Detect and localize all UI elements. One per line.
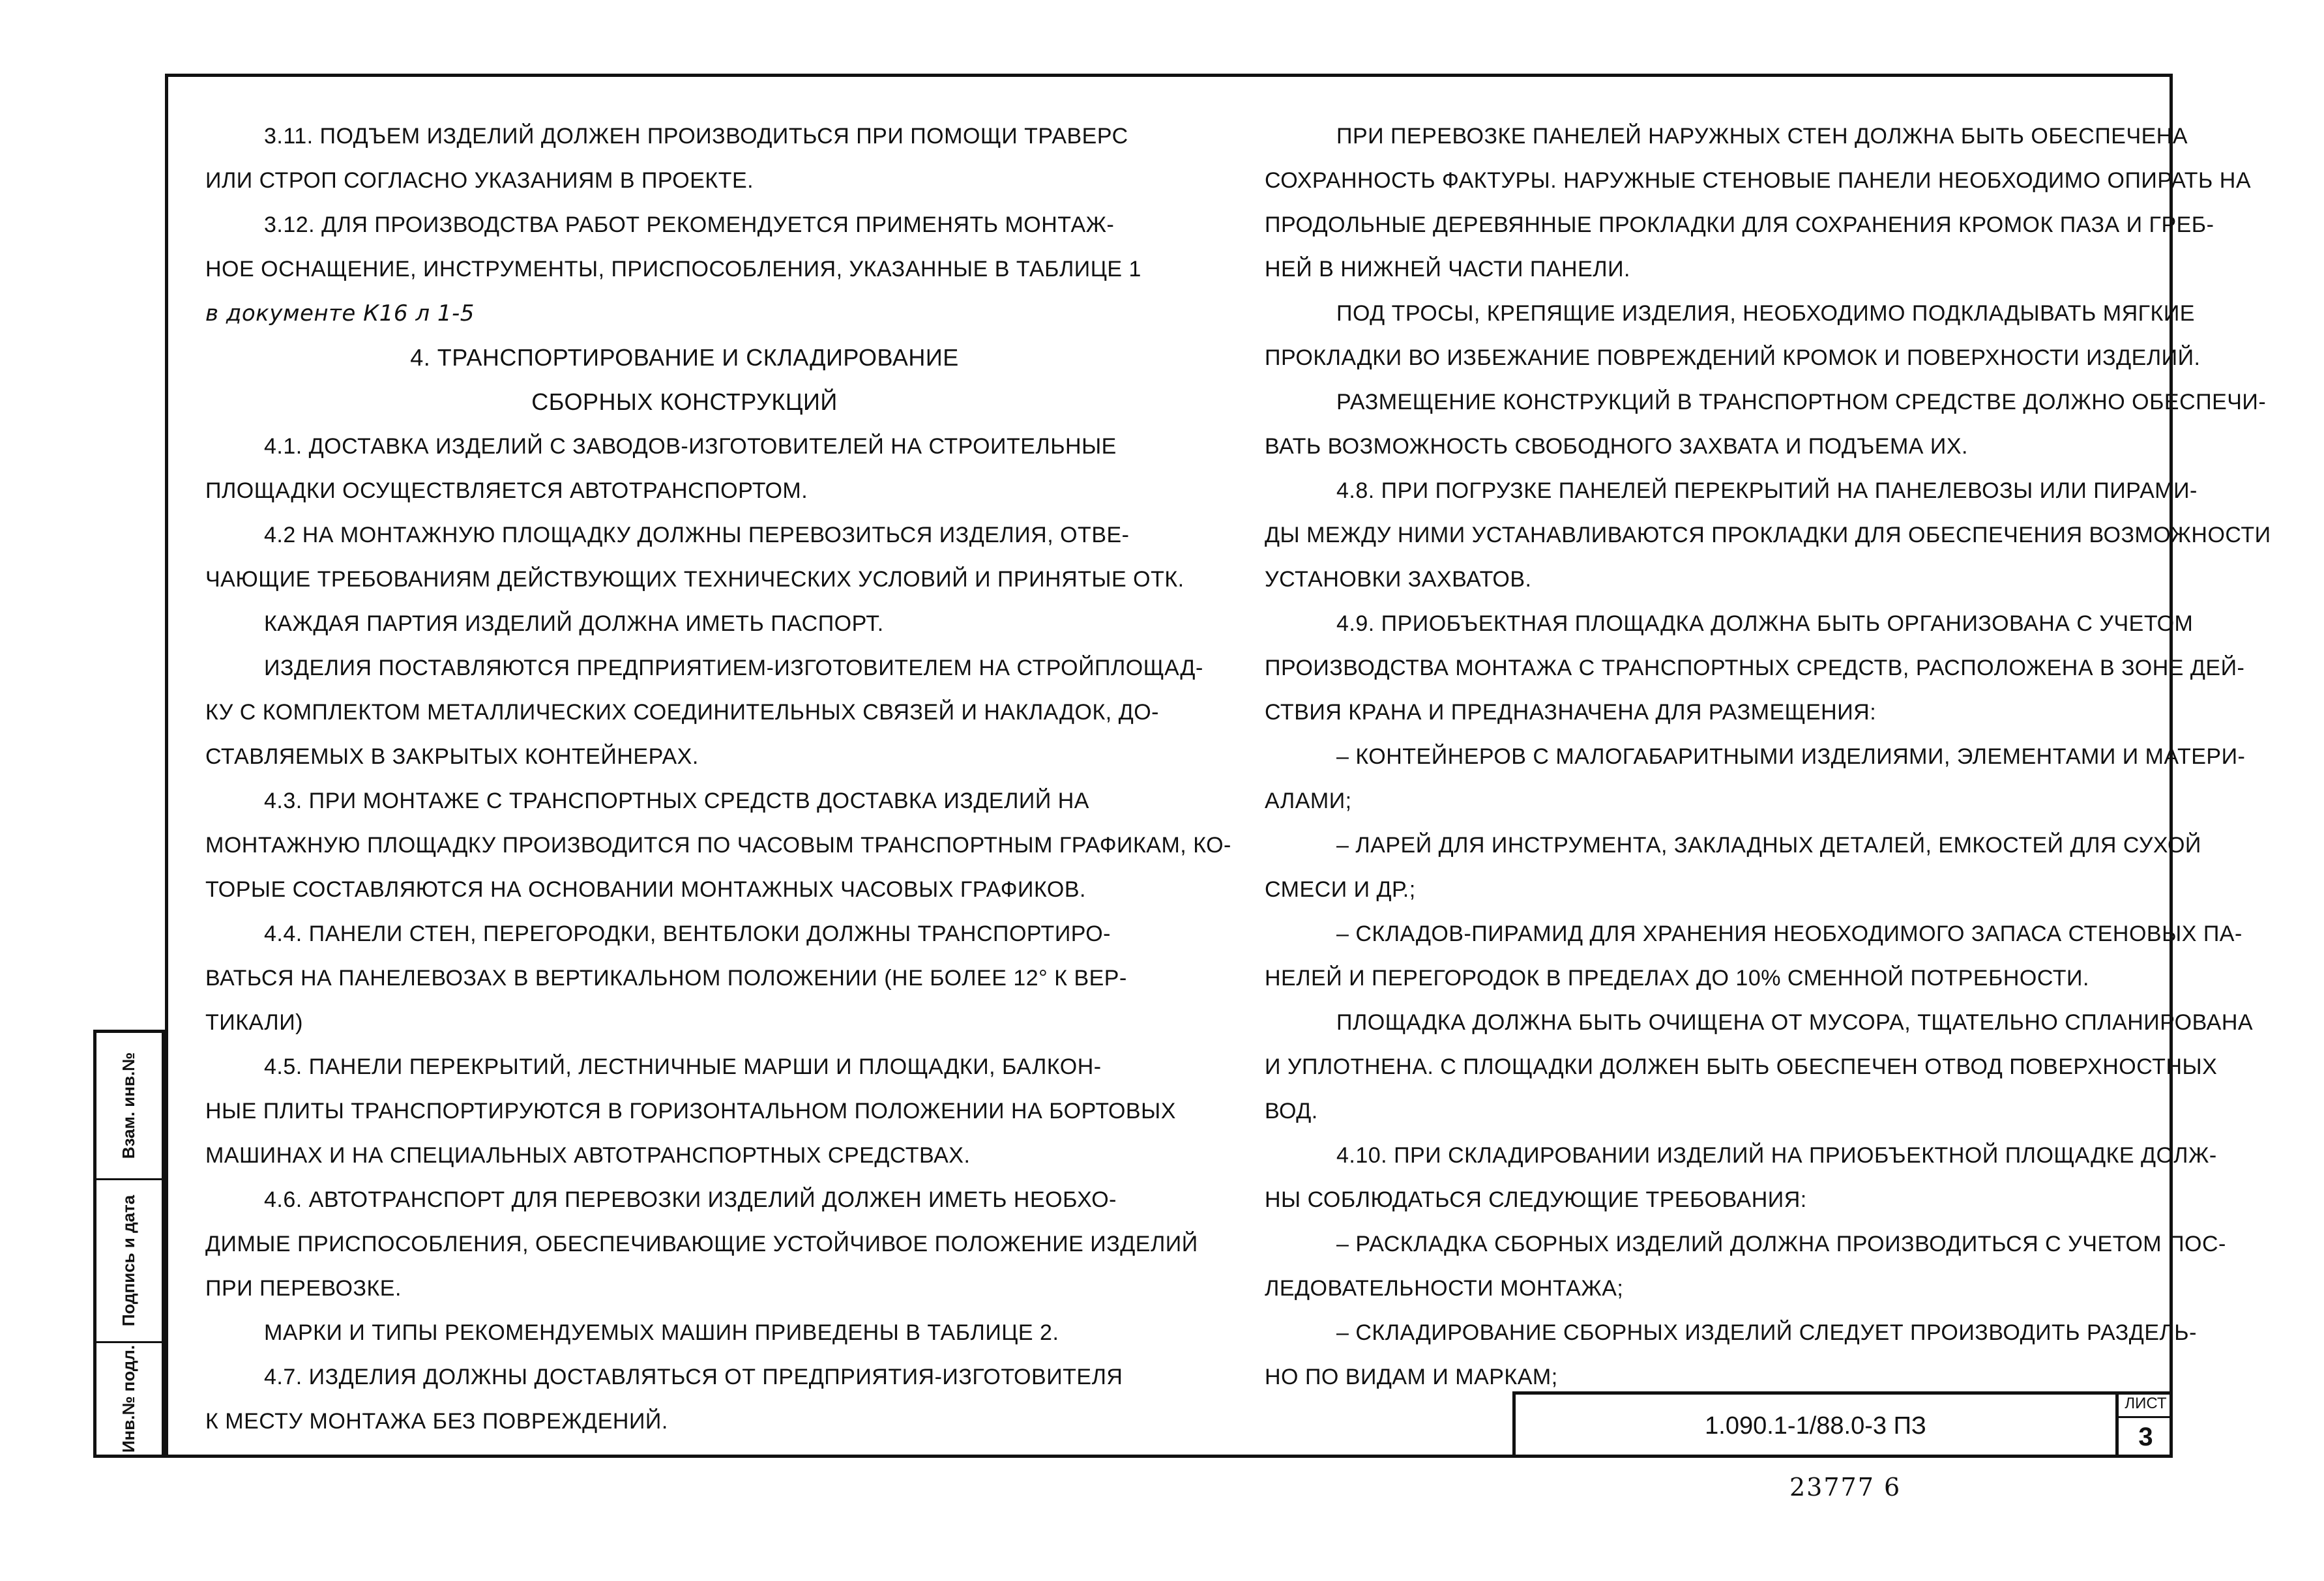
text-line: в документе К16 л 1-5 — [205, 300, 475, 326]
text-line: РАЗМЕЩЕНИЕ КОНСТРУКЦИЙ В ТРАНСПОРТНОМ СРЕДСТВЕ ДОЛЖНО ОБЕСПЕЧИ- — [1336, 390, 2267, 414]
text-line: – СКЛАДИРОВАНИЕ СБОРНЫХ ИЗДЕЛИЙ СЛЕДУЕТ ПРОИЗВОДИТЬ РАЗДЕЛЬ- — [1336, 1320, 2197, 1345]
left-text-column — [205, 114, 1231, 1443]
text-line: ДЫ МЕЖДУ НИМИ УСТАНАВЛИВАЮТСЯ ПРОКЛАДКИ ДЛЯ ОБЕСПЕЧЕНИЯ ВОЗМОЖНОСТИ — [1265, 523, 2271, 547]
text-line: ТОРЫЕ СОСТАВЛЯЮТСЯ НА ОСНОВАНИИ МОНТАЖНЫХ ЧАСОВЫХ ГРАФИКОВ. — [205, 877, 1086, 902]
text-line: ЧАЮЩИЕ ТРЕБОВАНИЯМ ДЕЙСТВУЮЩИХ ТЕХНИЧЕСКИХ УСЛОВИЙ И ПРИНЯТЫЕ ОТК. — [205, 567, 1184, 592]
text-line: – РАСКЛАДКА СБОРНЫХ ИЗДЕЛИЙ ДОЛЖНА ПРОИЗВОДИТЬСЯ С УЧЕТОМ ПОС- — [1336, 1232, 2226, 1256]
right-text-column — [1265, 114, 2271, 1399]
stamp-replacement-label: Взам. инв.№ — [119, 1052, 139, 1159]
text-line: – КОНТЕЙНЕРОВ С МАЛОГАБАРИТНЫМИ ИЗДЕЛИЯМИ, ЭЛЕМЕНТАМИ И МАТЕРИ- — [1336, 744, 2246, 769]
text-line: К МЕСТУ МОНТАЖА БЕЗ ПОВРЕЖДЕНИЙ. — [205, 1409, 668, 1434]
text-line: МОНТАЖНУЮ ПЛОЩАДКУ ПРОИЗВОДИТСЯ ПО ЧАСОВЫМ ТРАНСПОРТНЫМ ГРАФИКАМ, КО- — [205, 833, 1231, 858]
title-block — [1512, 1391, 2173, 1458]
stamp-signature-label: Подпись и дата — [119, 1195, 139, 1327]
side-stamp — [93, 1030, 165, 1458]
text-line: ПРИ ПЕРЕВОЗКЕ. — [205, 1276, 402, 1301]
text-line: ПЛОЩАДКИ ОСУЩЕСТВЛЯЕТСЯ АВТОТРАНСПОРТОМ. — [205, 478, 808, 503]
document-code: 1.090.1-1/88.0-3 ПЗ — [1705, 1412, 1926, 1440]
text-line: 4.7. ИЗДЕЛИЯ ДОЛЖНЫ ДОСТАВЛЯТЬСЯ ОТ ПРЕДПРИЯТИЯ-ИЗГОТОВИТЕЛЯ — [264, 1365, 1123, 1389]
text-line: НЫ СОБЛЮДАТЬСЯ СЛЕДУЮЩИЕ ТРЕБОВАНИЯ: — [1265, 1187, 1807, 1212]
text-line: ПРИ ПЕРЕВОЗКЕ ПАНЕЛЕЙ НАРУЖНЫХ СТЕН ДОЛЖНА БЫТЬ ОБЕСПЕЧЕНА — [1336, 124, 2188, 149]
text-line: НОЕ ОСНАЩЕНИЕ, ИНСТРУМЕНТЫ, ПРИСПОСОБЛЕНИЯ, УКАЗАННЫЕ В ТАБЛИЦЕ 1 — [205, 257, 1141, 282]
stamp-original-label: Инв.№ подл. — [119, 1344, 139, 1453]
text-line: – СКЛАДОВ-ПИРАМИД ДЛЯ ХРАНЕНИЯ НЕОБХОДИМОГО ЗАПАСА СТЕНОВЫХ ПА- — [1336, 921, 2243, 946]
text-line: 4.4. ПАНЕЛИ СТЕН, ПЕРЕГОРОДКИ, ВЕНТБЛОКИ ДОЛЖНЫ ТРАНСПОРТИРО- — [264, 921, 1111, 946]
text-line: 4.8. ПРИ ПОГРУЗКЕ ПАНЕЛЕЙ ПЕРЕКРЫТИЙ НА ПАНЕЛЕВОЗЫ ИЛИ ПИРАМИ- — [1336, 478, 2198, 503]
text-line: ВАТЬ ВОЗМОЖНОСТЬ СВОБОДНОГО ЗАХВАТА И ПОДЪЕМА ИХ. — [1265, 434, 1968, 459]
text-line: – ЛАРЕЙ ДЛЯ ИНСТРУМЕНТА, ЗАКЛАДНЫХ ДЕТАЛЕЙ, ЕМКОСТЕЙ ДЛЯ СУХОЙ — [1336, 833, 2201, 858]
text-line: 3.11. ПОДЪЕМ ИЗДЕЛИЙ ДОЛЖЕН ПРОИЗВОДИТЬСЯ ПРИ ПОМОЩИ ТРАВЕРС — [264, 124, 1128, 149]
text-line: НЕЛЕЙ И ПЕРЕГОРОДОК В ПРЕДЕЛАХ ДО 10% СМЕННОЙ ПОТРЕБНОСТИ. — [1265, 966, 2089, 991]
text-line: СОХРАННОСТЬ ФАКТУРЫ. НАРУЖНЫЕ СТЕНОВЫЕ ПАНЕЛИ НЕОБХОДИМО ОПИРАТЬ НА — [1265, 168, 2252, 193]
text-line: СМЕСИ И ДР.; — [1265, 877, 1416, 902]
text-line: 3.12. ДЛЯ ПРОИЗВОДСТВА РАБОТ РЕКОМЕНДУЕТСЯ ПРИМЕНЯТЬ МОНТАЖ- — [264, 212, 1115, 237]
text-line: 4.1. ДОСТАВКА ИЗДЕЛИЙ С ЗАВОДОВ-ИЗГОТОВИТЕЛЕЙ НА СТРОИТЕЛЬНЫЕ — [264, 434, 1117, 459]
text-line: ПЛОЩАДКА ДОЛЖНА БЫТЬ ОЧИЩЕНА ОТ МУСОРА, ТЩАТЕЛЬНО СПЛАНИРОВАНА — [1336, 1010, 2254, 1035]
text-line: ВОД. — [1265, 1099, 1318, 1124]
text-line: 4.10. ПРИ СКЛАДИРОВАНИИ ИЗДЕЛИЙ НА ПРИОБЪЕКТНОЙ ПЛОЩАДКЕ ДОЛЖ- — [1336, 1143, 2217, 1168]
text-line: УСТАНОВКИ ЗАХВАТОВ. — [1265, 567, 1532, 592]
text-line: 4.5. ПАНЕЛИ ПЕРЕКРЫТИЙ, ЛЕСТНИЧНЫЕ МАРШИ И ПЛОЩАДКИ, БАЛКОН- — [264, 1054, 1102, 1079]
stamp-cell-replacement — [96, 1033, 162, 1180]
text-line: КАЖДАЯ ПАРТИЯ ИЗДЕЛИЙ ДОЛЖНА ИМЕТЬ ПАСПОРТ. — [264, 611, 884, 636]
stamp-cell-signature — [96, 1180, 162, 1343]
text-line: НЕЙ В НИЖНЕЙ ЧАСТИ ПАНЕЛИ. — [1265, 257, 1630, 282]
inventory-number: 23777 6 — [1789, 1473, 1902, 1501]
stamp-cell-original — [96, 1343, 162, 1455]
text-line: ПРОДОЛЬНЫЕ ДЕРЕВЯННЫЕ ПРОКЛАДКИ ДЛЯ СОХРАНЕНИЯ КРОМОК ПАЗА И ГРЕБ- — [1265, 212, 2214, 237]
text-line: СТВИЯ КРАНА И ПРЕДНАЗНАЧЕНА ДЛЯ РАЗМЕЩЕНИЯ: — [1265, 700, 1877, 725]
sheet-number: 3 — [2138, 1423, 2153, 1451]
text-line: ЛЕДОВАТЕЛЬНОСТИ МОНТАЖА; — [1265, 1276, 1624, 1301]
text-line: СТАВЛЯЕМЫХ В ЗАКРЫТЫХ КОНТЕЙНЕРАХ. — [205, 744, 699, 769]
text-line: НЫЕ ПЛИТЫ ТРАНСПОРТИРУЮТСЯ В ГОРИЗОНТАЛЬНОМ ПОЛОЖЕНИИ НА БОРТОВЫХ — [205, 1099, 1176, 1124]
text-line: И УПЛОТНЕНА. С ПЛОЩАДКИ ДОЛЖЕН БЫТЬ ОБЕСПЕЧЕН ОТВОД ПОВЕРХНОСТНЫХ — [1265, 1054, 2218, 1079]
text-line: 4.6. АВТОТРАНСПОРТ ДЛЯ ПЕРЕВОЗКИ ИЗДЕЛИЙ ДОЛЖЕН ИМЕТЬ НЕОБХО- — [264, 1187, 1117, 1212]
sheet-label: ЛИСТ — [2119, 1395, 2173, 1418]
text-line: ИЛИ СТРОП СОГЛАСНО УКАЗАНИЯМ В ПРОЕКТЕ. — [205, 168, 754, 193]
text-line: ПРОИЗВОДСТВА МОНТАЖА С ТРАНСПОРТНЫХ СРЕДСТВ, РАСПОЛОЖЕНА В ЗОНЕ ДЕЙ- — [1265, 656, 2245, 680]
text-line: МАРКИ И ТИПЫ РЕКОМЕНДУЕМЫХ МАШИН ПРИВЕДЕНЫ В ТАБЛИЦЕ 2. — [264, 1320, 1059, 1345]
section-heading-line: 4. ТРАНСПОРТИРОВАНИЕ И СКЛАДИРОВАНИЕ — [410, 344, 959, 371]
text-line: 4.2 НА МОНТАЖНУЮ ПЛОЩАДКУ ДОЛЖНЫ ПЕРЕВОЗИТЬСЯ ИЗДЕЛИЯ, ОТВЕ- — [264, 523, 1130, 547]
text-line: КУ С КОМПЛЕКТОМ МЕТАЛЛИЧЕСКИХ СОЕДИНИТЕЛЬНЫХ СВЯЗЕЙ И НАКЛАДОК, ДО- — [205, 700, 1159, 725]
text-line: 4.9. ПРИОБЪЕКТНАЯ ПЛОЩАДКА ДОЛЖНА БЫТЬ ОРГАНИЗОВАНА С УЧЕТОМ — [1336, 611, 2194, 636]
text-line: ПРОКЛАДКИ ВО ИЗБЕЖАНИЕ ПОВРЕЖДЕНИЙ КРОМОК И ПОВЕРХНОСТИ ИЗДЕЛИЙ. — [1265, 345, 2201, 370]
sheet-box — [2115, 1395, 2173, 1458]
text-line: 4.3. ПРИ МОНТАЖЕ С ТРАНСПОРТНЫХ СРЕДСТВ ДОСТАВКА ИЗДЕЛИЙ НА — [264, 789, 1089, 813]
text-line: ПОД ТРОСЫ, КРЕПЯЩИЕ ИЗДЕЛИЯ, НЕОБХОДИМО ПОДКЛАДЫВАТЬ МЯГКИЕ — [1336, 301, 2195, 326]
text-line: АЛАМИ; — [1265, 789, 1352, 813]
text-line: ИЗДЕЛИЯ ПОСТАВЛЯЮТСЯ ПРЕДПРИЯТИЕМ-ИЗГОТОВИТЕЛЕМ НА СТРОЙПЛОЩАД- — [264, 656, 1203, 680]
text-line: ДИМЫЕ ПРИСПОСОБЛЕНИЯ, ОБЕСПЕЧИВАЮЩИЕ УСТОЙЧИВОЕ ПОЛОЖЕНИЕ ИЗДЕЛИЙ — [205, 1232, 1198, 1256]
text-line: МАШИНАХ И НА СПЕЦИАЛЬНЫХ АВТОТРАНСПОРТНЫХ СРЕДСТВАХ. — [205, 1143, 971, 1168]
section-heading-line: СБОРНЫХ КОНСТРУКЦИЙ — [531, 388, 838, 415]
text-line: ТИКАЛИ) — [205, 1010, 304, 1035]
text-line: ВАТЬСЯ НА ПАНЕЛЕВОЗАХ В ВЕРТИКАЛЬНОМ ПОЛОЖЕНИИ (НЕ БОЛЕЕ 12° К ВЕР- — [205, 966, 1127, 991]
text-line: НО ПО ВИДАМ И МАРКАМ; — [1265, 1365, 1558, 1389]
